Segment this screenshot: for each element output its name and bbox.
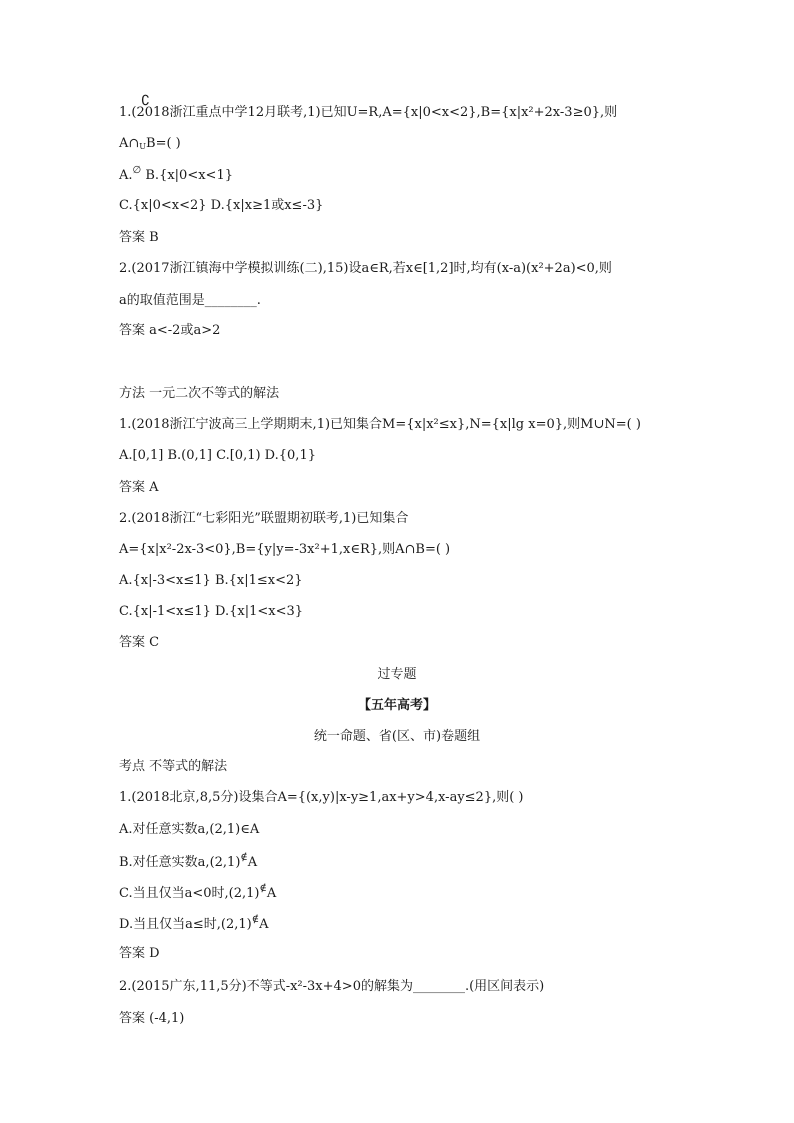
exam-problem-1-answer: 答案 D [119, 946, 160, 961]
group-title: 统一命题、省(区、市)卷题组 [313, 729, 481, 744]
method-problem-1-options: A.[0,1] B.(0,1] C.[0,1) D.{0,1} [119, 448, 316, 463]
problem-1-options-cd: C.{x|0<x<2} D.{x|x≥1或x≤-3} [119, 198, 324, 213]
set-a-label: A [266, 886, 277, 901]
exam-problem-1-option-a: A.对任意实数a,(2,1)∈A [119, 822, 260, 837]
exam-problem-1-option-d [119, 915, 268, 933]
problem-2-line-1: 2.(2017浙江镇海中学模拟训练(二),15)设a∈R,若x∈[1,2]时,均有(x-a)(x²+2a)<0,则 [119, 261, 612, 276]
not-in-icon: ∉ [240, 852, 248, 863]
problem-1-options-ab [119, 166, 233, 184]
problem-2-answer: 答案 a<-2或a>2 [119, 323, 221, 338]
method-heading: 方法 一元二次不等式的解法 [119, 386, 280, 401]
problem-1-line-1: 1.(2018浙江重点中学12月联考,1)已知U=R,A={x|0<x<2},B={x|x²+2x-3≥0},则 [119, 105, 618, 120]
intersection-text: A∩ [119, 136, 140, 151]
problem-2-line-2: a的取值范围是________. [119, 293, 261, 308]
not-in-icon: ∉ [259, 883, 267, 894]
method-problem-2-answer: 答案 C [119, 635, 160, 650]
empty-set-icon: ∅ [132, 165, 142, 176]
exam-point-heading: 考点 不等式的解法 [119, 759, 228, 774]
method-problem-1-line: 1.(2018浙江宁波高三上学期期末,1)已知集合M={x|x²≤x},N={x|lg x=0},则M∪N=( ) [119, 417, 641, 432]
option-b: B.{x|0<x<1} [141, 168, 233, 183]
set-a-label: A [247, 855, 258, 870]
method-problem-2-line-1: 2.(2018浙江“七彩阳光”联盟期初联考,1)已知集合 [119, 511, 409, 526]
exam-problem-1-option-b [119, 853, 257, 871]
problem-1-answer: 答案 B [119, 230, 159, 245]
method-problem-2-line-2: A={x|x²-2x-3<0},B={y|y=-3x²+1,x∈R},则A∩B=( ) [119, 542, 451, 557]
exam-problem-2-answer: 答案 (-4,1) [119, 1011, 185, 1026]
complement-subscript: U [139, 142, 147, 151]
section-title: 过专题 [377, 667, 417, 682]
method-problem-1-answer: 答案 A [119, 480, 159, 495]
exam-problem-1-option-c [119, 884, 276, 902]
exam-problem-2-line: 2.(2015广东,11,5分)不等式-x²-3x+4>0的解集为________.(用区间表示) [119, 979, 545, 994]
answer-bracket: B=( ) [146, 136, 181, 151]
complement-glyph: ∁ [141, 93, 150, 109]
option-a-label: A. [119, 168, 133, 183]
option-b-text: B.对任意实数a,(2,1) [119, 855, 241, 870]
exam-problem-1-line: 1.(2018北京,8,5分)设集合A={(x,y)|x-y≥1,ax+y>4,x-ay≤2},则( ) [119, 790, 524, 805]
set-a-label: A [259, 917, 269, 932]
not-in-icon: ∉ [251, 914, 260, 925]
subsection-title: 【五年高考】 [357, 698, 436, 713]
method-problem-2-options-ab: A.{x|-3<x≤1} B.{x|1≤x<2} [119, 573, 303, 588]
option-d-text: D.当且仅当a≤时,(2,1) [119, 917, 252, 932]
problem-1-line-2 [119, 136, 181, 155]
option-c-text: C.当且仅当a<0时,(2,1) [119, 886, 260, 901]
method-problem-2-options-cd: C.{x|-1<x≤1} D.{x|1<x<3} [119, 604, 304, 619]
